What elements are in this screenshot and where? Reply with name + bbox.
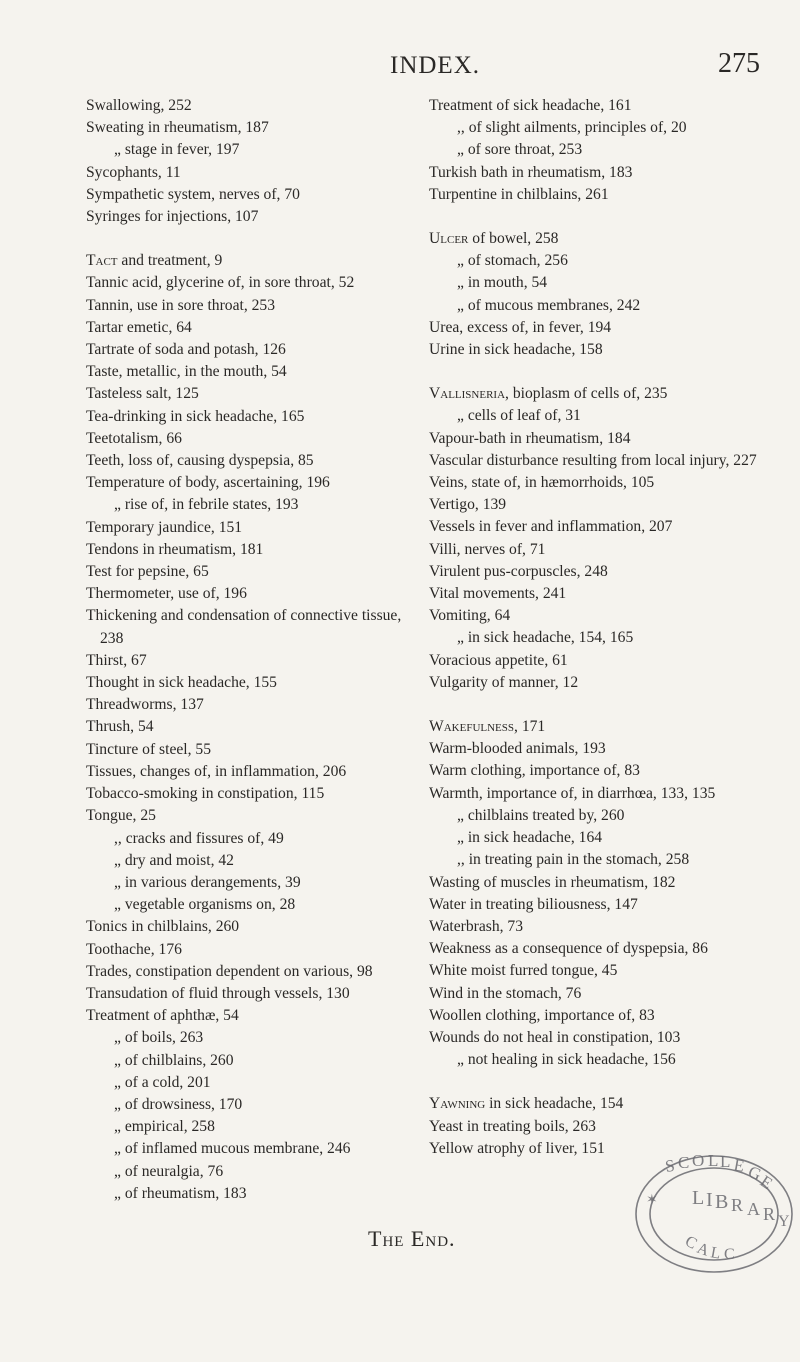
svg-text:C: C (678, 1153, 690, 1172)
index-entry: „ in sick headache, 164 (457, 829, 603, 847)
svg-text:R: R (731, 1195, 744, 1215)
index-entry: „ in mouth, 54 (457, 274, 548, 292)
index-entry: ,, of slight ailments, principles of, 20 (457, 119, 687, 137)
index-entry: Tannic acid, glycerine of, in sore throat, 52 (86, 274, 355, 292)
index-entry: Sweating in rheumatism, 187 (86, 119, 269, 137)
index-entry: „ in various derangements, 39 (114, 873, 301, 891)
svg-text:C: C (724, 1246, 735, 1263)
index-entry: „ vegetable organisms on, 28 (114, 896, 296, 914)
index-entry: Test for pepsine, 65 (86, 563, 209, 581)
index-entry: Thought in sick headache, 155 (86, 674, 277, 692)
index-entry: Virulent pus-corpuscles, 248 (429, 562, 608, 580)
index-entry: Teeth, loss of, causing dyspepsia, 85 (86, 452, 314, 470)
index-entry: Vertigo, 139 (429, 496, 507, 514)
index-entry: Trades, constipation dependent on various, 98 (86, 962, 373, 980)
svg-text:O: O (692, 1151, 705, 1170)
index-entry: Yellow atrophy of liver, 151 (429, 1139, 605, 1157)
index-entry: Tonics in chilblains, 260 (86, 918, 240, 936)
index-entry: Treatment of sick headache, 161 (429, 97, 632, 114)
index-entry: Vessels in fever and inflammation, 207 (429, 518, 673, 536)
svg-text:L: L (692, 1187, 705, 1209)
svg-text:✶: ✶ (646, 1193, 658, 1208)
index-entry: „ chilblains treated by, 260 (457, 806, 625, 824)
the-end-text: The End. (368, 1226, 456, 1251)
index-entry: „ of neuralgia, 76 (114, 1162, 224, 1180)
index-entry: „ of sore throat, 253 (457, 141, 583, 159)
svg-text:G: G (745, 1162, 765, 1185)
section-initial-word: Vallisneria (429, 385, 506, 403)
index-entry: „ not healing in sick headache, 156 (457, 1051, 676, 1069)
section-initial-word: Wakefulness (429, 718, 515, 736)
section-gap (429, 1071, 759, 1093)
entry-text: of bowel, 258 (468, 230, 559, 248)
entry-text: and treatment, 9 (117, 252, 223, 270)
index-entry: Thrush, 54 (86, 718, 154, 736)
section-initial-word: Tact (86, 252, 118, 270)
index-entry: Temperature of body, ascertaining, 196 (86, 474, 330, 492)
index-entry: Treatment of aphthæ, 54 (86, 1007, 239, 1025)
index-entry: Urea, excess of, in fever, 194 (429, 318, 612, 336)
index-entry: Tasteless salt, 125 (86, 385, 199, 403)
section-gap (429, 694, 759, 716)
index-entry: White moist furred tongue, 45 (429, 962, 618, 980)
index-column-right (429, 95, 759, 1160)
index-entry: „ of drowsiness, 170 (114, 1095, 243, 1113)
index-entry: Water in treating biliousness, 147 (429, 895, 638, 913)
svg-text:A: A (694, 1239, 712, 1260)
index-entry: Woollen clothing, importance of, 83 (429, 1006, 655, 1024)
index-entry: „ of mucous membranes, 242 (457, 296, 641, 314)
index-entry: Tissues, changes of, in inflammation, 206 (86, 762, 347, 780)
section-initial-word: Ulcer (429, 230, 469, 248)
index-entry: „ of inflamed mucous membrane, 246 (114, 1140, 351, 1158)
index-entry: Voracious appetite, 61 (429, 651, 568, 669)
index-entry: „ stage in fever, 197 (114, 141, 240, 159)
svg-text:C: C (682, 1232, 700, 1253)
section-gap (86, 228, 416, 250)
index-entry: „ dry and moist, 42 (114, 851, 234, 869)
index-entry (429, 1093, 759, 1115)
index-entry: Urine in sick headache, 158 (429, 341, 603, 359)
index-entry: „ rise of, in febrile states, 193 (114, 496, 299, 514)
index-entry: Tendons in rheumatism, 181 (86, 540, 264, 558)
entry-text: , 171 (514, 718, 546, 736)
library-stamp (614, 1144, 794, 1274)
svg-text:B: B (715, 1191, 729, 1213)
index-entry: Wounds do not heal in constipation, 103 (429, 1028, 681, 1046)
index-entry: Thermometer, use of, 196 (86, 585, 247, 603)
index-entry: Turpentine in chilblains, 261 (429, 185, 609, 203)
section-gap (429, 361, 759, 383)
index-entry: „ of stomach, 256 (457, 252, 568, 270)
index-entry: Wasting of muscles in rheumatism, 182 (429, 873, 676, 891)
index-entry: Tartar emetic, 64 (86, 318, 192, 336)
index-entry: Vomiting, 64 (429, 607, 511, 625)
index-entry: „ in sick headache, 154, 165 (457, 629, 634, 647)
index-entry: Toothache, 176 (86, 940, 182, 958)
page-title: INDEX. (390, 52, 481, 79)
index-entry: Tongue, 25 (86, 807, 156, 825)
index-entry: Sympathetic system, nerves of, 70 (86, 185, 300, 203)
svg-text:I: I (706, 1189, 713, 1211)
index-entry: Veins, state of, in hæmorrhoids, 105 (429, 474, 655, 492)
index-entry: Tartrate of soda and potash, 126 (86, 341, 286, 359)
svg-text:R: R (763, 1204, 776, 1224)
svg-text:S: S (663, 1155, 676, 1176)
index-entry (429, 383, 759, 405)
svg-text:L: L (708, 1151, 719, 1170)
section-initial-word: Yawning (429, 1095, 486, 1113)
index-entry: Threadworms, 137 (86, 696, 204, 714)
index-entry: ,, in treating pain in the stomach, 258 (457, 851, 690, 869)
index-entry: Swallowing, 252 (86, 97, 192, 114)
index-entry: Temporary jaundice, 151 (86, 518, 243, 536)
index-entry: Wind in the stomach, 76 (429, 984, 582, 1002)
index-entry: Vital movements, 241 (429, 585, 567, 603)
index-entry: Yeast in treating boils, 263 (429, 1117, 596, 1135)
index-column-left (86, 95, 416, 1205)
index-entry: Taste, metallic, in the mouth, 54 (86, 363, 287, 381)
index-entry: Turkish bath in rheumatism, 183 (429, 163, 633, 181)
index-entry: „ cells of leaf of, 31 (457, 407, 581, 425)
index-entry: Tincture of steel, 55 (86, 740, 212, 758)
index-entry (429, 716, 759, 738)
index-entry: Thickening and condensation of connective tissue, 238 (86, 607, 402, 647)
index-entry: „ of a cold, 201 (114, 1073, 211, 1091)
index-entry: Tea-drinking in sick headache, 165 (86, 407, 305, 425)
index-entry: Sycophants, 11 (86, 163, 181, 181)
index-entry: „ of boils, 263 (114, 1029, 204, 1047)
index-entry: Tannin, use in sore throat, 253 (86, 296, 276, 314)
page-header (0, 44, 800, 84)
index-entry: Waterbrash, 73 (429, 917, 524, 935)
index-entry (86, 250, 416, 272)
index-entry: Vascular disturbance resulting from local injury, 227 (429, 451, 757, 469)
index-entry: Transudation of fluid through vessels, 130 (86, 984, 350, 1002)
index-entry: „ of chilblains, 260 (114, 1051, 234, 1069)
index-entry: Teetotalism, 66 (86, 429, 182, 447)
index-entry: Villi, nerves of, 71 (429, 540, 546, 558)
svg-text:E: E (756, 1171, 777, 1194)
index-entry: Tobacco-smoking in constipation, 115 (86, 785, 325, 803)
index-entry: Vapour-bath in rheumatism, 184 (429, 429, 631, 447)
page-number: 275 (718, 48, 760, 79)
index-entry: „ of rheumatism, 183 (114, 1184, 247, 1202)
svg-text:A: A (747, 1199, 760, 1219)
svg-text:L: L (709, 1244, 722, 1263)
svg-text:E: E (732, 1155, 746, 1176)
index-entry: Vulgarity of manner, 12 (429, 673, 579, 691)
index-entry: Warm clothing, importance of, 83 (429, 762, 640, 780)
entry-text: , bioplasm of cells of, 235 (505, 385, 668, 403)
svg-text:L: L (720, 1152, 731, 1171)
index-entry (429, 228, 759, 250)
index-entry: „ empirical, 258 (114, 1118, 215, 1136)
index-entry: Syringes for injections, 107 (86, 208, 259, 226)
index-entry: Weakness as a consequence of dyspepsia, 86 (429, 940, 708, 958)
section-gap (429, 206, 759, 228)
index-entry: Thirst, 67 (86, 651, 147, 669)
index-entry: ,, cracks and fissures of, 49 (114, 829, 284, 847)
entry-text: in sick headache, 154 (485, 1095, 624, 1113)
index-entry: Warmth, importance of, in diarrhœa, 133, 135 (429, 784, 716, 802)
svg-text:Y: Y (778, 1213, 790, 1230)
index-entry: Warm-blooded animals, 193 (429, 740, 606, 758)
